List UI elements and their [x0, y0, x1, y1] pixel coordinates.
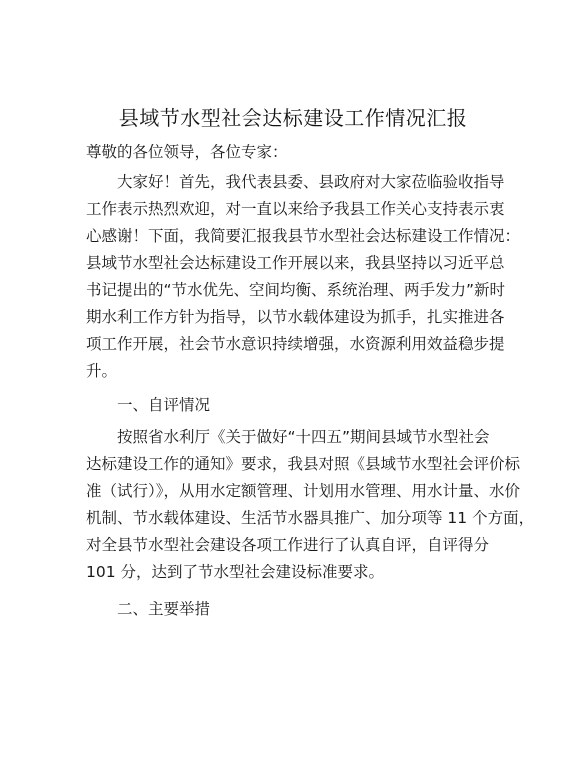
paragraph-line: 101 分，达到了节水型社会建设标准要求。 — [86, 563, 385, 581]
paragraph-line: 项工作开展，社会节水意识持续增强，水资源利用效益稳步提 — [86, 335, 505, 353]
salutation: 尊敬的各位领导，各位专家： — [86, 143, 288, 161]
paragraph-line: 达标建设工作的通知》要求，我县对照《县域节水型社会评价标 — [86, 455, 521, 473]
paragraph-line: 工作表示热烈欢迎，对一直以来给予我县工作关心支持表示衷 — [86, 200, 505, 218]
self-evaluation-paragraph — [86, 424, 535, 586]
intro-paragraph — [86, 169, 521, 385]
paragraph-line: 期水利工作方针为指导，以节水载体建设为抓手，扎实推进各 — [86, 308, 505, 326]
paragraph-line: 县域节水型社会达标建设工作开展以来，我县坚持以习近平总 — [86, 254, 505, 272]
paragraph-line: 机制、节水载体建设、生活节水器具推广、加分项等 11 个方面， — [86, 509, 535, 527]
section-heading-main-measures: 二、主要举措 — [117, 600, 211, 618]
paragraph-line: 准（试行）》，从用水定额管理、计划用水管理、用水计量、水价 — [86, 482, 521, 500]
paragraph-line: 按照省水利厅《关于做好“十四五”期间县域节水型社会 — [117, 428, 490, 446]
section-heading-self-evaluation: 一、自评情况 — [117, 396, 211, 414]
paragraph-line: 大家好！首先，我代表县委、县政府对大家莅临验收指导 — [117, 173, 505, 191]
paragraph-line: 心感谢！下面，我简要汇报我县节水型社会达标建设工作情况： — [86, 227, 521, 245]
paragraph-line: 升。 — [86, 362, 118, 380]
document-title: 县域节水型社会达标建设工作情况汇报 — [118, 106, 468, 130]
paragraph-line: 对全县节水型社会建设各项工作进行了认真自评，自评得分 — [86, 536, 490, 554]
paragraph-line: 书记提出的“节水优先、空间均衡、系统治理、两手发力”新时 — [86, 281, 506, 299]
